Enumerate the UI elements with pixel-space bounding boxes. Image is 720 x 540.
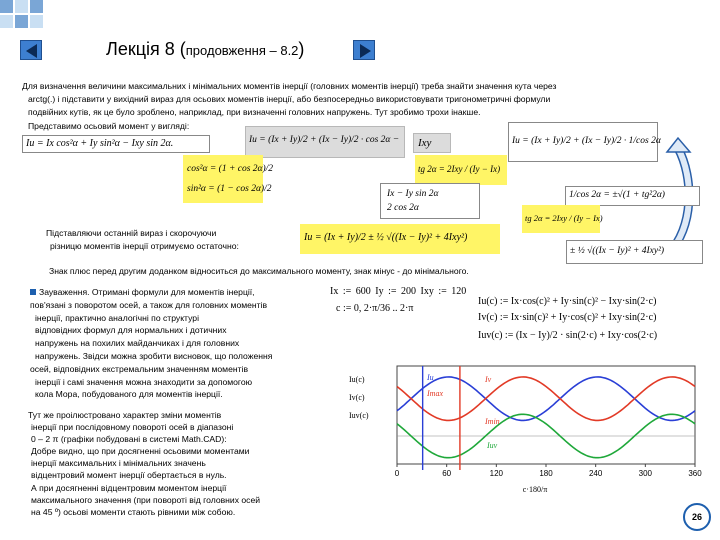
annotation-label: Imin (485, 417, 500, 426)
iu-halfangle-formula: Iu = (Ix + Iy)/2 + (Ix − Iy)/2 · cos 2α − (245, 126, 405, 158)
desc-line: А при досягненні відцентровим моментом інерції (31, 482, 227, 493)
prev-slide-button[interactable] (20, 40, 42, 60)
intro-line: arctg(.) і підставити у вихідний вираз для осьових моментів інерції, або безпосередньо використовувати тригонометричні формули (28, 94, 551, 105)
square-decor (15, 0, 28, 13)
x-tick-label: 360 (688, 469, 702, 478)
y-axis-label: Iv(c) (349, 393, 365, 402)
remark-line: Зауваження. Отримані формули для моментів інерції, (30, 286, 272, 299)
substitution-note (46, 227, 239, 253)
diff-ratio-bottom: 2 cos 2α (387, 203, 419, 213)
annotation-label: Iv (485, 375, 492, 384)
square-decor (30, 0, 43, 13)
ixy-term: Ixy (413, 133, 451, 153)
half-angle-identities (183, 155, 274, 203)
subst-line: Підставляючи останній вираз і скорочуючи (46, 228, 217, 238)
x-tick-label: 120 (489, 469, 504, 478)
x-tick-label: 240 (588, 469, 603, 478)
desc-line: інерції при послідовному повороті осей в діапазоні (31, 422, 234, 433)
x-tick-label: 60 (442, 469, 452, 478)
arrow-left-icon (21, 41, 43, 61)
arrow-right-icon (354, 41, 376, 61)
iu-rhs-formula: Iu = (Ix + Iy)/2 + (Ix − Iy)/2 · 1/cos 2α (508, 122, 658, 162)
annotation-label: Imax (427, 389, 443, 398)
diff-ratio-top: Ix − Iy sin 2α (387, 189, 439, 199)
x-tick-label: 0 (394, 469, 400, 478)
desc-line: Тут же проілюстровано характер зміни моментів (28, 410, 222, 420)
remark-line: інерції, практично аналогічні по структурі (35, 312, 199, 323)
remark-line: напружень на похилих майданчиках і для головних (35, 338, 240, 349)
tg2a-formula: tg 2α = 2Ixy / (Iy − Ix) (415, 155, 507, 185)
chart-frame (397, 366, 695, 464)
tg2a-formula-2: tg 2α = 2Ixy / (Iy − Ix) (522, 205, 600, 233)
mathcad-eq-iuv: Iuv(c) := (Ix − Iy)/2 · sin(2·c) + Ixy·cos(2·c) (478, 330, 658, 341)
desc-line: 0 – 2 π (графіки побудовані в системі Math.CAD): (31, 434, 227, 445)
x-tick-label: 300 (638, 469, 653, 478)
square-decor (30, 15, 43, 28)
desc-line: на 45 º) осьові моменти стають рівними між собою. (31, 506, 236, 517)
desc-line: відцентровий момент інерції обертається в нуль. (31, 470, 227, 481)
x-tick-label: 180 (539, 469, 553, 478)
intro-paragraph (22, 80, 556, 133)
remark-paragraph (30, 286, 272, 401)
sign-note: Знак плюс перед другим доданком відноситься до максимального моменту, знак мінус - до мінімального. (49, 266, 469, 276)
x-axis-label: c·180/π (522, 485, 548, 494)
final-formula: Iu = (Ix + Iy)/2 ± ½ √((Ix − Iy)² + 4Ixy²) (300, 224, 500, 254)
remark-line: пов'язані з поворотом осей, а також для головних моментів (30, 299, 268, 310)
square-decor (0, 0, 13, 13)
series-line-iv (397, 377, 695, 421)
title-bar (20, 38, 375, 64)
diff-ratio-formula (380, 183, 480, 219)
desc-line: максимального значення (при повороті від головних осей (31, 494, 261, 505)
pm-term-formula: ± ½ √((Ix − Iy)² + 4Ixy²) (566, 240, 703, 264)
annotation-label: Iuv (487, 441, 498, 450)
series-line-iu (397, 377, 695, 421)
intro-line: Для визначення величини максимальних і мінімальних моментів інерції (головних моментів інерції) треба знайти значення кута через (22, 81, 557, 91)
subst-line: різницю моментів інерції отримуємо остаточно: (50, 241, 239, 252)
sin2-identity: sin²α = (1 − cos 2α)/2 (187, 184, 272, 194)
square-decor (0, 15, 13, 28)
remark-line: кола Мора, побудованого для моментів інерції. (35, 389, 223, 400)
square-decor (15, 15, 28, 28)
y-axis-label: Iuv(c) (349, 411, 369, 420)
page-title: Лекція 8 (продовження – 8.2) (106, 39, 305, 59)
sqrt-tg-formula: 1/cos 2α = ±√(1 + tg²2α) (565, 186, 700, 206)
mathcad-eq-iv: Iv(c) := Ix·sin(c)² + Iy·cos(c)² + Ixy·sin(2·c) (478, 312, 657, 323)
mathcad-params: Ix := 600 Iy := 200 Ixy := 120 (330, 286, 467, 297)
y-axis-label: Iu(c) (349, 375, 365, 384)
desc-line: Добре видно, що при досягненні осьовими моментами (31, 446, 250, 457)
remark-line: інерції і самі значення можна знаходити за допомогою (35, 376, 253, 387)
remark-line: осей, відповідних екстремальним значенням моментів (30, 363, 249, 374)
annotation-label: Iu (427, 373, 434, 382)
mathcad-range: c := 0, 2·π/36 .. 2·π (336, 303, 414, 314)
bullet-icon (30, 289, 36, 295)
graph-description (28, 409, 260, 518)
mathcad-eq-iu: Iu(c) := Ix·cos(c)² + Iy·sin(c)² − Ixy·sin(2·c) (478, 296, 657, 307)
page-number: 26 (683, 503, 711, 531)
intro-line: подвійних кутів, як це було зроблено, наприклад, при визначенні головних напружень. Тут зробимо трохи інакше. (28, 107, 481, 118)
iu-original-formula: Iu = Ix cos²α + Iy sin²α − Ixy sin 2α. (22, 135, 210, 153)
remark-line: відповідних формул для нормальних і дотичних (35, 325, 227, 336)
desc-line: інерції максимальних і мінімальних значень (31, 458, 206, 469)
next-slide-button[interactable] (353, 40, 375, 60)
intro-line: Представимо осьовий момент у вигляді: (28, 120, 190, 131)
inertia-chart (345, 360, 700, 500)
remark-line: напружень. Звідси можна зробити висновок, що положення (35, 350, 273, 361)
cos2-identity: cos²α = (1 + cos 2α)/2 (187, 164, 274, 174)
